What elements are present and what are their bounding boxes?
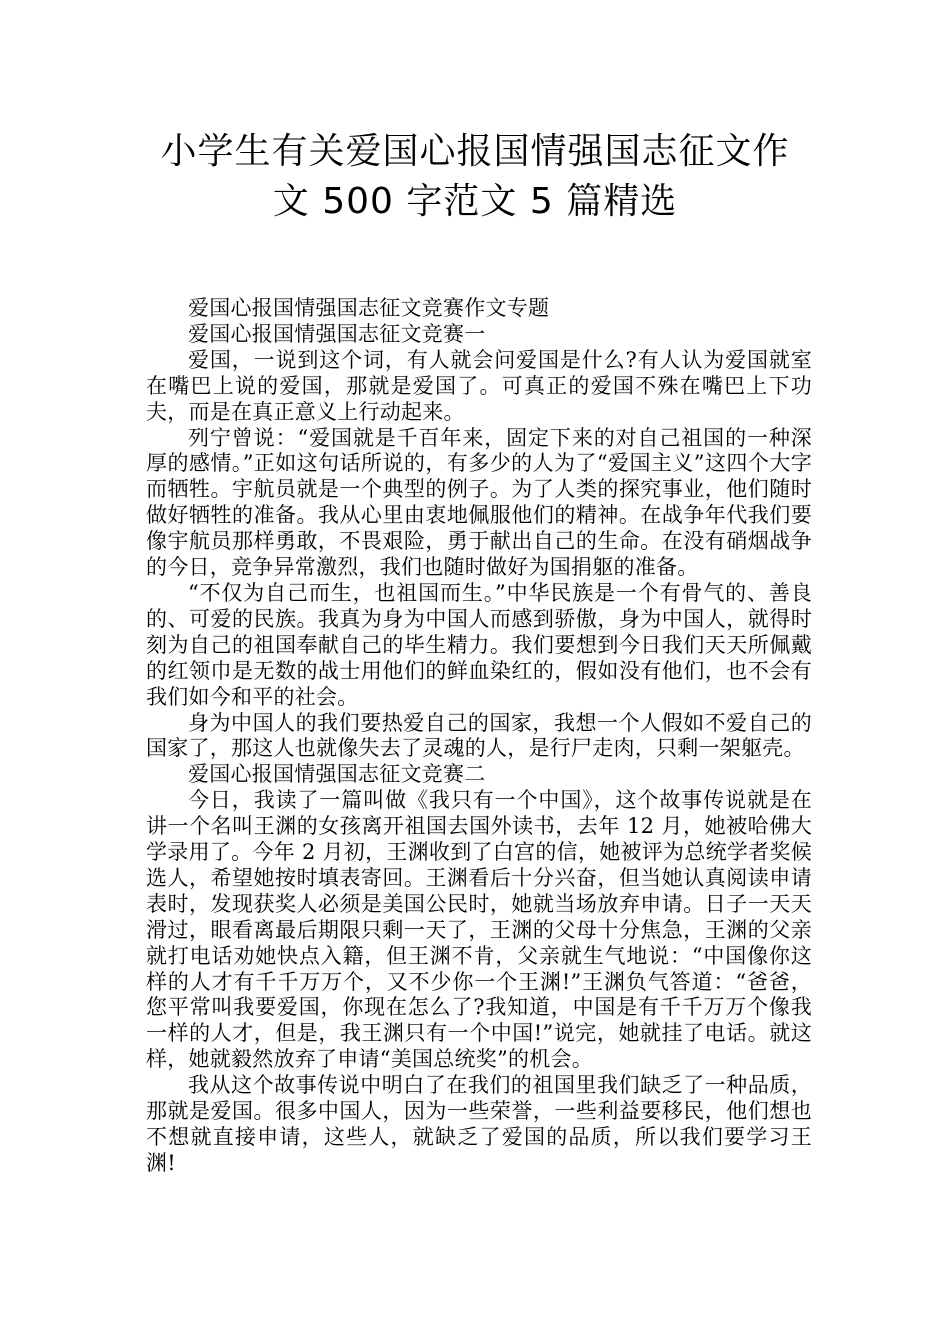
- body-paragraph: 身为中国人的我们要热爱自己的国家，我想一个人假如不爱自己的国家了，那这人也就像失去了灵魂的人，是行尸走肉，只剩一架躯壳。: [146, 710, 812, 761]
- body-paragraph: 爱国，一说到这个词，有人就会问爱国是什么?有人认为爱国就室在嘴巴上说的爱国，那就是爱国了。可真正的爱国不殊在嘴巴上下功夫，而是在真正意义上行动起来。: [146, 347, 812, 424]
- document-title: [100, 127, 850, 227]
- body-paragraph: 列宁曾说：“爱国就是千百年来，固定下来的对自己祖国的一种深厚的感情。”正如这句话所说的，有多少的人为了“爱国主义”这四个大字而牺牲。宇航员就是一个典型的例子。为了人类的探究事业，他们随时做好牺牲的准备。我从心里由衷地佩服他们的精神。在战争年代我们要像宇航员那样勇敢，不畏艰险，勇于献出自己的生命。在没有硝烟战争的今日，竞争异常激烈，我们也随时做好为国捐躯的准备。: [146, 425, 812, 580]
- section-heading-2: 爱国心报国情强国志征文竞赛二: [188, 762, 486, 787]
- topic-heading: 爱国心报国情强国志征文竞赛作文专题: [188, 296, 550, 320]
- body-paragraph: 今日，我读了一篇叫做《我只有一个中国》，这个故事传说就是在讲一个名叫王渊的女孩离开祖国去国外读书，去年 12 月，她被哈佛大学录用了。今年 2 月初，王渊收到了白宫的信，她被评为总统学者奖候选人，希望她按时填表寄回。王渊看后十分兴奋，但当她认真阅读申请表时，发现获奖人必须是美国公民时，她就当场放弃申请。日子一天天滑过，眼看离最后期限只剩一天了，王渊的父母十分焦急，王渊的父亲就打电话劝她快点入籍，但王渊不肯，父亲就生气地说：“中国像你这样的人才有千千万万个，又不少你一个王渊!”王渊负气答道：“爸爸，您平常叫我要爱国，你现在怎么了?我知道，中国是有千千万万个像我一样的人才，但是，我王渊只有一个中国!”说完，她就挂了电话。就这样，她就毅然放弃了申请“美国总统奖”的机会。: [146, 788, 812, 1072]
- body-paragraph: 我从这个故事传说中明白了在我们的祖国里我们缺乏了一种品质，那就是爱国。很多中国人，因为一些荣誉，一些利益要移民，他们想也不想就直接申请，这些人，就缺乏了爱国的品质，所以我们要学习王渊!: [146, 1073, 812, 1175]
- section-heading-1: 爱国心报国情强国志征文竞赛一: [188, 321, 486, 346]
- title-line-2: 文 500 字范文 5 篇精选: [272, 181, 678, 222]
- document-body: [146, 296, 812, 1177]
- body-paragraph: “不仅为自己而生，也祖国而生。”中华民族是一个有骨气的、善良的、可爱的民族。我真为身为中国人而感到骄傲，身为中国人，就得时刻为自己的祖国奉献自己的毕生精力。我们要想到今日我们天天所佩戴的红领巾是无数的战士用他们的鲜血染红的，假如没有他们，也不会有我们如今和平的社会。: [146, 580, 812, 709]
- title-line-1: 小学生有关爱国心报国情强国志征文作: [160, 131, 790, 172]
